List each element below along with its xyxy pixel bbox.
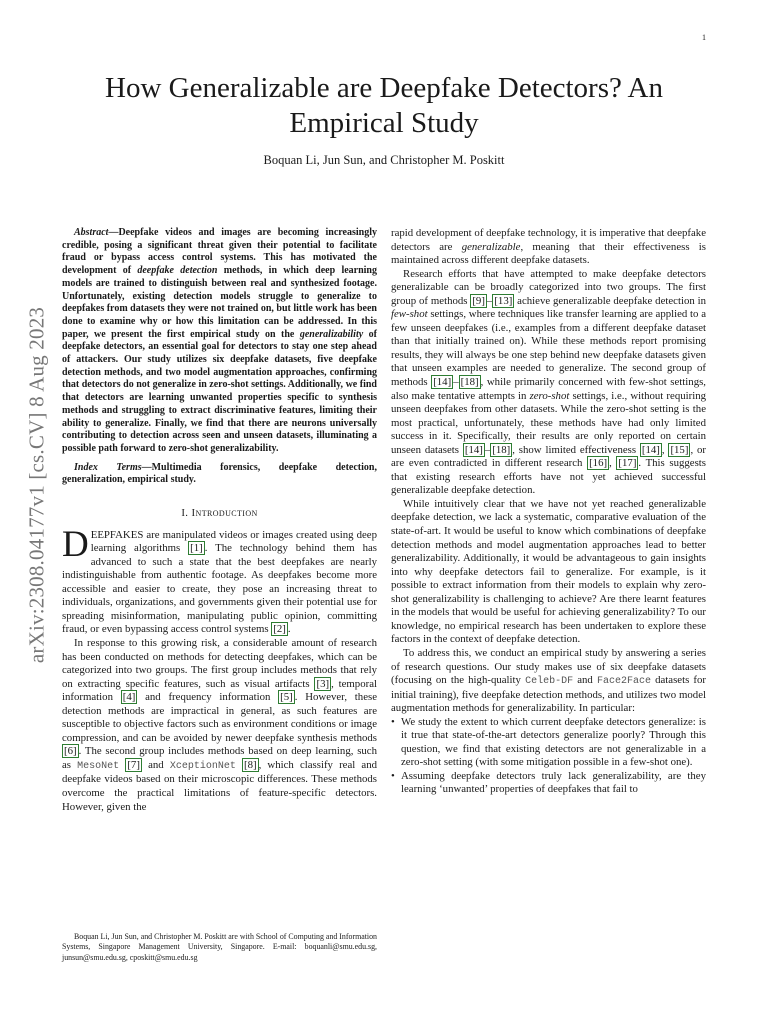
paragraph-text: In response to this growing risk, a considerable amount of research has been conducted on methods for detecting deepfakes, which can be categorized into two groups. The first group includes methods that rely on extracting specific features, such as visual artifacts bbox=[62, 636, 377, 690]
left-column bbox=[62, 227, 377, 814]
abstract-text: methods, in which deep learning models are trained to distinguish between real and synthesized footage. Unfortunately, existing detection models struggle to generalize to deepfakes from datasets they were not trained on, but little work has been done to examine why or how this limitation can be addressed. In this paper, we present the first empirical study on the bbox=[62, 265, 377, 340]
paragraph-text: , meaning that their effectiveness is maintained across different deepfake datasets. bbox=[391, 240, 706, 267]
drop-cap: D bbox=[62, 523, 89, 565]
citation-link[interactable]: [1] bbox=[190, 542, 203, 555]
intro-caps: EEPFAKES bbox=[90, 528, 144, 541]
method-name: XceptionNet bbox=[169, 760, 236, 772]
paragraph-text: , bbox=[661, 443, 669, 456]
abstract-emphasis: generalizability bbox=[299, 328, 364, 340]
paragraph-text: To address this, we conduct an empirical study by answering a series of research questions. Our study makes use of six deepfake datasets (focusing on the high-quality bbox=[391, 646, 706, 687]
citation-link[interactable]: [2] bbox=[273, 623, 286, 636]
paragraph-text: datasets for initial training), five deepfake detection methods, and utilizes two model augmentation methods for generalizability. In particular: bbox=[391, 674, 706, 715]
body-paragraph bbox=[391, 647, 706, 716]
abstract-dash: — bbox=[108, 227, 119, 238]
emphasis-text: generalizable bbox=[461, 240, 521, 253]
citation-link[interactable]: [16] bbox=[589, 457, 608, 470]
body-paragraph bbox=[391, 268, 706, 498]
paragraph-text: , which classify real and deepfake videos based on their microscopic differences. These methods overcome the practical limitations of feature-specific detectors. However, given the bbox=[62, 758, 378, 813]
paper-title: How Generalizable are Deepfake Detectors? An Empirical Study bbox=[105, 72, 663, 139]
list-item: • We study the extent to which current deepfake detectors generalize: is it true that state-of-the-art detectors generalize poorly? Through this question, we find that existing detectors are not generalizable in a zero-shot setting (with some mitigation possible in a few-shot one). bbox=[401, 716, 706, 770]
method-name: MesoNet bbox=[77, 760, 120, 772]
index-terms-lead: Index Terms bbox=[74, 461, 142, 473]
paragraph-text: are manipulated videos or images created using deep learning algorithms bbox=[90, 528, 377, 555]
paragraph-text: , while primarily concerned with few-shot settings, also make tentative attempts in bbox=[391, 376, 706, 402]
body-paragraph: While intuitively clear that we have not yet reached generalizable deepfake detection, we lack a systematic, comparative evaluation of the state-of-art. It would be useful to know which combinations of deepfake detection methods and model augmentation approaches lead to better generalizability. Additionally, it would be advantageous to gain insights into why deepfake detectors fail to generalize. For example, is it possible to extract information from their models to explain why zero-shot generalizability is challenging to achieve? Are there learnt features in the models that would be useful for achieving generalizability? To our knowledge, no empirical research has been undertaken to explore these factors in the context of deepfake detection. bbox=[391, 497, 706, 646]
paper-authors: Boquan Li, Jun Sun, and Christopher M. Poskitt bbox=[263, 153, 505, 167]
citation-link[interactable]: [17] bbox=[618, 457, 637, 470]
citation-link[interactable]: [7] bbox=[127, 758, 140, 771]
contribution-list bbox=[391, 716, 706, 797]
intro-paragraph bbox=[62, 523, 377, 637]
page-number: 1 bbox=[702, 33, 706, 42]
paragraph-text: and bbox=[141, 758, 170, 771]
paragraph-text: and bbox=[573, 674, 597, 687]
abstract-text: Deepfake videos and images are becoming increasingly credible, posing a significant threat given their potential to facilitate fraud or bypass access control systems. This has motivated the development of bbox=[62, 227, 377, 277]
paragraph-text: Research efforts that have attempted to make deepfake detectors generalizable can be broadly categorized into two groups. The first group of methods bbox=[391, 267, 706, 307]
body-paragraph bbox=[391, 227, 706, 268]
dataset-name: Celeb-DF bbox=[525, 676, 574, 688]
citation-link[interactable]: [13] bbox=[494, 294, 513, 307]
paragraph-text: achieve generalizable deepfake detection in bbox=[514, 294, 707, 307]
paragraph-text: rapid development of deepfake technology, it is imperative that deepfake detectors are bbox=[391, 227, 706, 253]
citation-link[interactable]: [9] bbox=[472, 294, 485, 307]
paragraph-text: , or are even contradicted in different research bbox=[391, 443, 706, 470]
arxiv-identifier-text: arXiv:2308.04177v1 [cs.CV] 8 Aug 2023 bbox=[24, 306, 49, 664]
paragraph-text: – bbox=[486, 294, 493, 307]
citation-link[interactable]: [14] bbox=[641, 443, 660, 456]
arxiv-identifier bbox=[17, 270, 57, 700]
citation-link[interactable]: [5] bbox=[280, 691, 293, 704]
dataset-name: Face2Face bbox=[596, 676, 651, 688]
paragraph-text: settings, where techniques like transfer learning are applied to a few unseen deepfakes (i.e., examples from a different deepfake dataset than that initially trained on). While these methods report promising results, they will always be one step behind new deepfake datasets given that unseen examples are needed to generalize. The second group of methods bbox=[391, 308, 706, 389]
abstract-lead: Abstract bbox=[74, 227, 109, 238]
section-number: I. bbox=[181, 507, 192, 520]
abstract-emphasis: deepfake detection bbox=[137, 265, 218, 277]
citation-link[interactable]: [4] bbox=[122, 691, 136, 704]
paragraph-text: . The second group includes methods based on deep learning, such as bbox=[62, 745, 377, 771]
abstract-text: of deepfake detectors, an essential goal for detectors to stay one step ahead of attackers. Our study utilizes six deepfake datasets, five deepfake detection methods, and two model augmentation approaches, confirming that detectors do not generalize in zero-shot settings. Additionally, we find that detectors are learning unwanted properties specific to synthesis methods and struggling to extract discriminative features, limiting their ability to generalize. Finally, we find that there are neurons universally contributing to detection across seen and unseen datasets, illuminating a possible path forward to zero-shot generalizability. bbox=[62, 328, 377, 454]
list-item: • Assuming deepfake detectors truly lack generalizability, are they learning ‘unwanted’ properties of deepfakes that fail to bbox=[401, 770, 706, 797]
citation-link[interactable]: [6] bbox=[64, 745, 77, 758]
right-column bbox=[391, 227, 706, 797]
citation-link[interactable]: [15] bbox=[670, 443, 689, 456]
citation-link[interactable]: [18] bbox=[460, 376, 479, 389]
emphasis-text: few-shot bbox=[391, 308, 428, 321]
citation-link[interactable]: [3] bbox=[316, 677, 330, 690]
paragraph-text: . This suggests that existing research efforts have not yet achieved successful generalizable deepfake detection. bbox=[391, 457, 706, 497]
citation-link[interactable]: [14] bbox=[464, 443, 483, 456]
paragraph-text: – bbox=[484, 443, 491, 456]
abstract bbox=[62, 227, 377, 456]
paragraph-text: , show limited effectiveness bbox=[512, 443, 640, 456]
paragraph-text: , bbox=[609, 457, 617, 470]
citation-link[interactable]: [8] bbox=[243, 758, 257, 771]
paragraph-text: and frequency information bbox=[137, 691, 279, 704]
paragraph-text: , temporal information bbox=[62, 677, 377, 704]
paragraph-text: settings, i.e., without requiring unseen deepfakes from other datasets. While the zero-shot setting is the most practical, unfortunately, these methods have had only limited success in it. Specifically, their results are only reported on certain unseen datasets bbox=[391, 389, 707, 456]
emphasis-text: zero-shot bbox=[529, 389, 570, 402]
paragraph-text: . bbox=[287, 623, 291, 636]
author-footnote: Boquan Li, Jun Sun, and Christopher M. Poskitt are with School of Computing and Information Systems, Singapore Management University, Singapore. E-mail: boquanli@smu.edu.sg, junsun@smu.edu.sg, cposkitt@smu.edu.sg bbox=[62, 932, 377, 962]
paragraph-text: . However, these detection methods are impractical in general, as such features are susceptible to objective factors such as environment conditions or image compression, and can be avoided by newer deepfake synthesis methods bbox=[62, 691, 377, 744]
intro-paragraph bbox=[62, 637, 377, 814]
paragraph-text: . The technology behind them has advanced to such a state that the best deepfakes are nearly indistinguishable from authentic footage. As deepfakes become more accessible and easier to create, they pose an increasing threat to individuals, organizations, and governments given their potential use for spreading misinformation, manipulating public opinion, committing fraud, or even bypassing access control systems bbox=[62, 542, 377, 636]
section-heading bbox=[62, 507, 377, 521]
index-terms-text: —Multimedia forensics, deepfake detection, generalization, empirical study. bbox=[62, 461, 377, 486]
citation-link[interactable]: [18] bbox=[492, 443, 511, 456]
section-title: Introduction bbox=[191, 507, 258, 520]
paragraph-text: – bbox=[453, 376, 459, 389]
citation-link[interactable]: [14] bbox=[433, 376, 452, 389]
index-terms bbox=[62, 462, 377, 487]
